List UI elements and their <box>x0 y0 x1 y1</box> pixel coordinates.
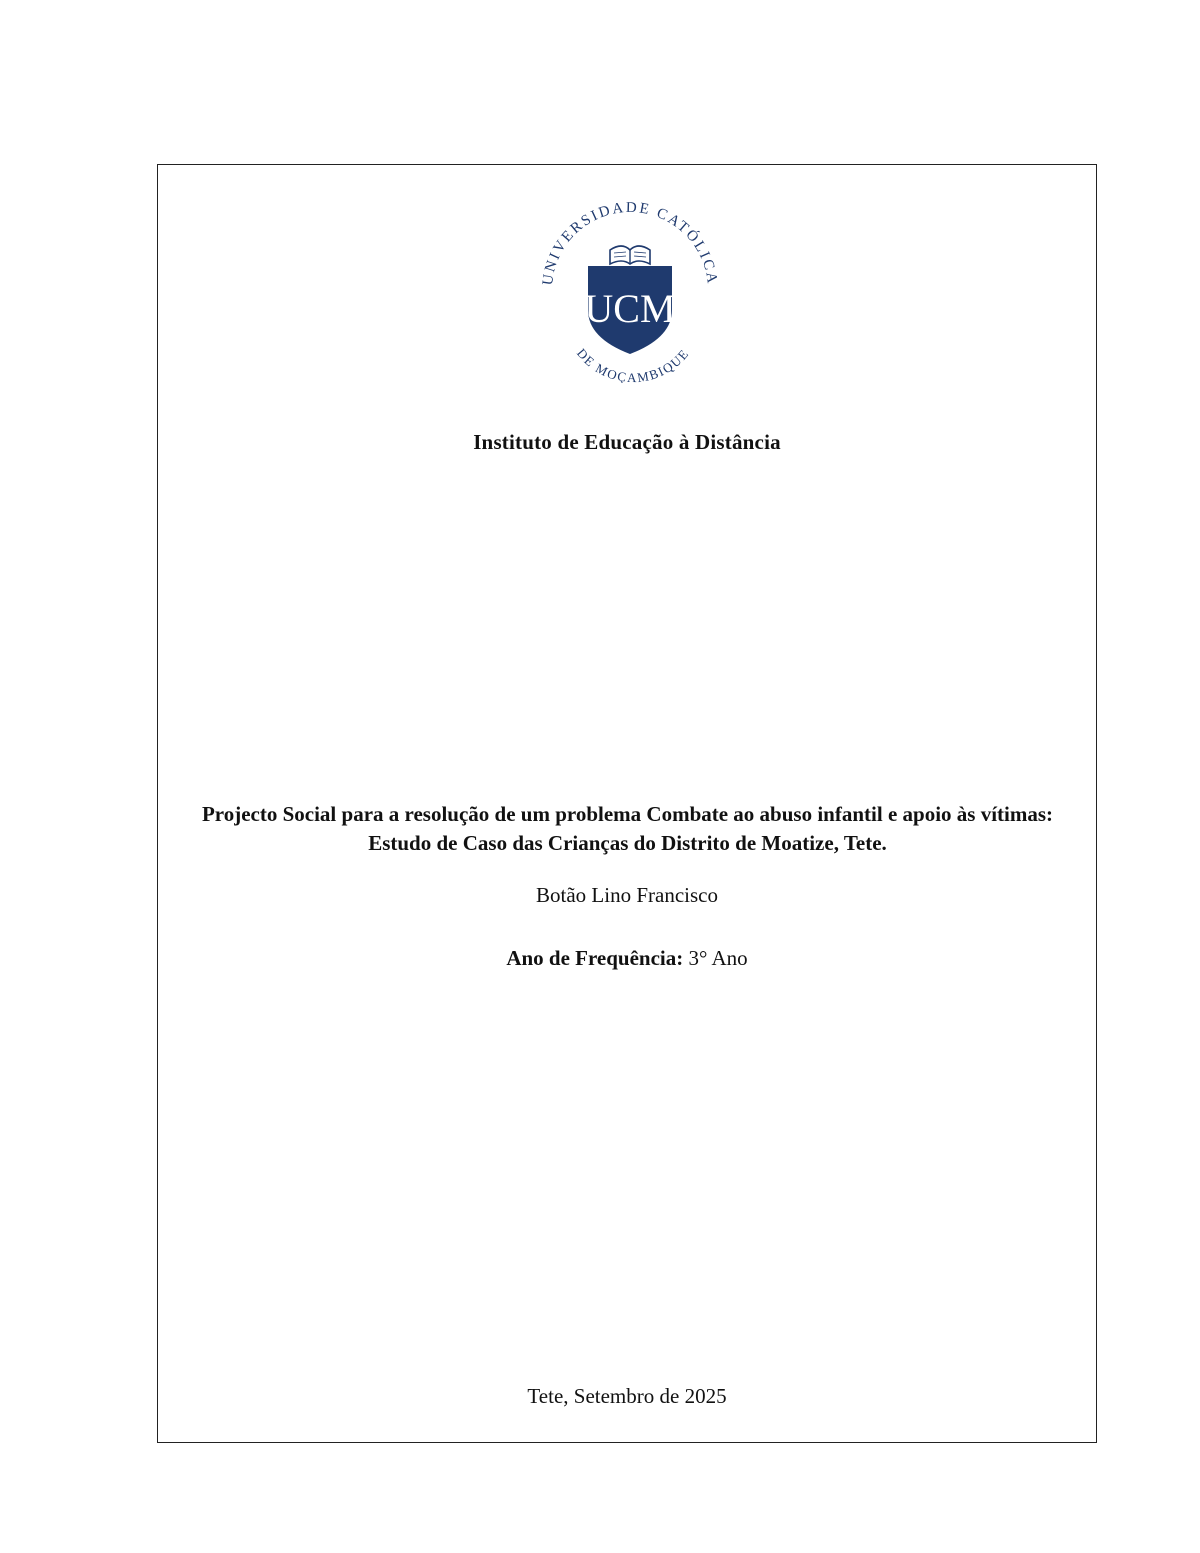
document-title: Projecto Social para a resolução de um problema Combate ao abuso infantil e apoio às vítimas: Estudo de Caso das Crianças do Distrito de Moatize, Tete. <box>201 802 1054 855</box>
book-icon <box>610 246 650 264</box>
university-logo <box>530 198 730 383</box>
logo-monogram: UCM <box>584 286 676 331</box>
year-value: 3° Ano <box>688 946 748 970</box>
author-name: Botão Lino Francisco <box>536 883 718 907</box>
year-of-study <box>157 946 1097 971</box>
institute-name: Instituto de Educação à Distância <box>473 430 781 454</box>
logo-arc-top-text: UNIVERSIDADE CATÓLICA <box>539 199 721 287</box>
year-label: Ano de Frequência: <box>506 946 684 970</box>
logo-arc-bottom-text: DE MOÇAMBIQUE <box>573 345 693 383</box>
place-and-date: Tete, Setembro de 2025 <box>527 1384 727 1408</box>
shield-icon <box>584 266 675 354</box>
